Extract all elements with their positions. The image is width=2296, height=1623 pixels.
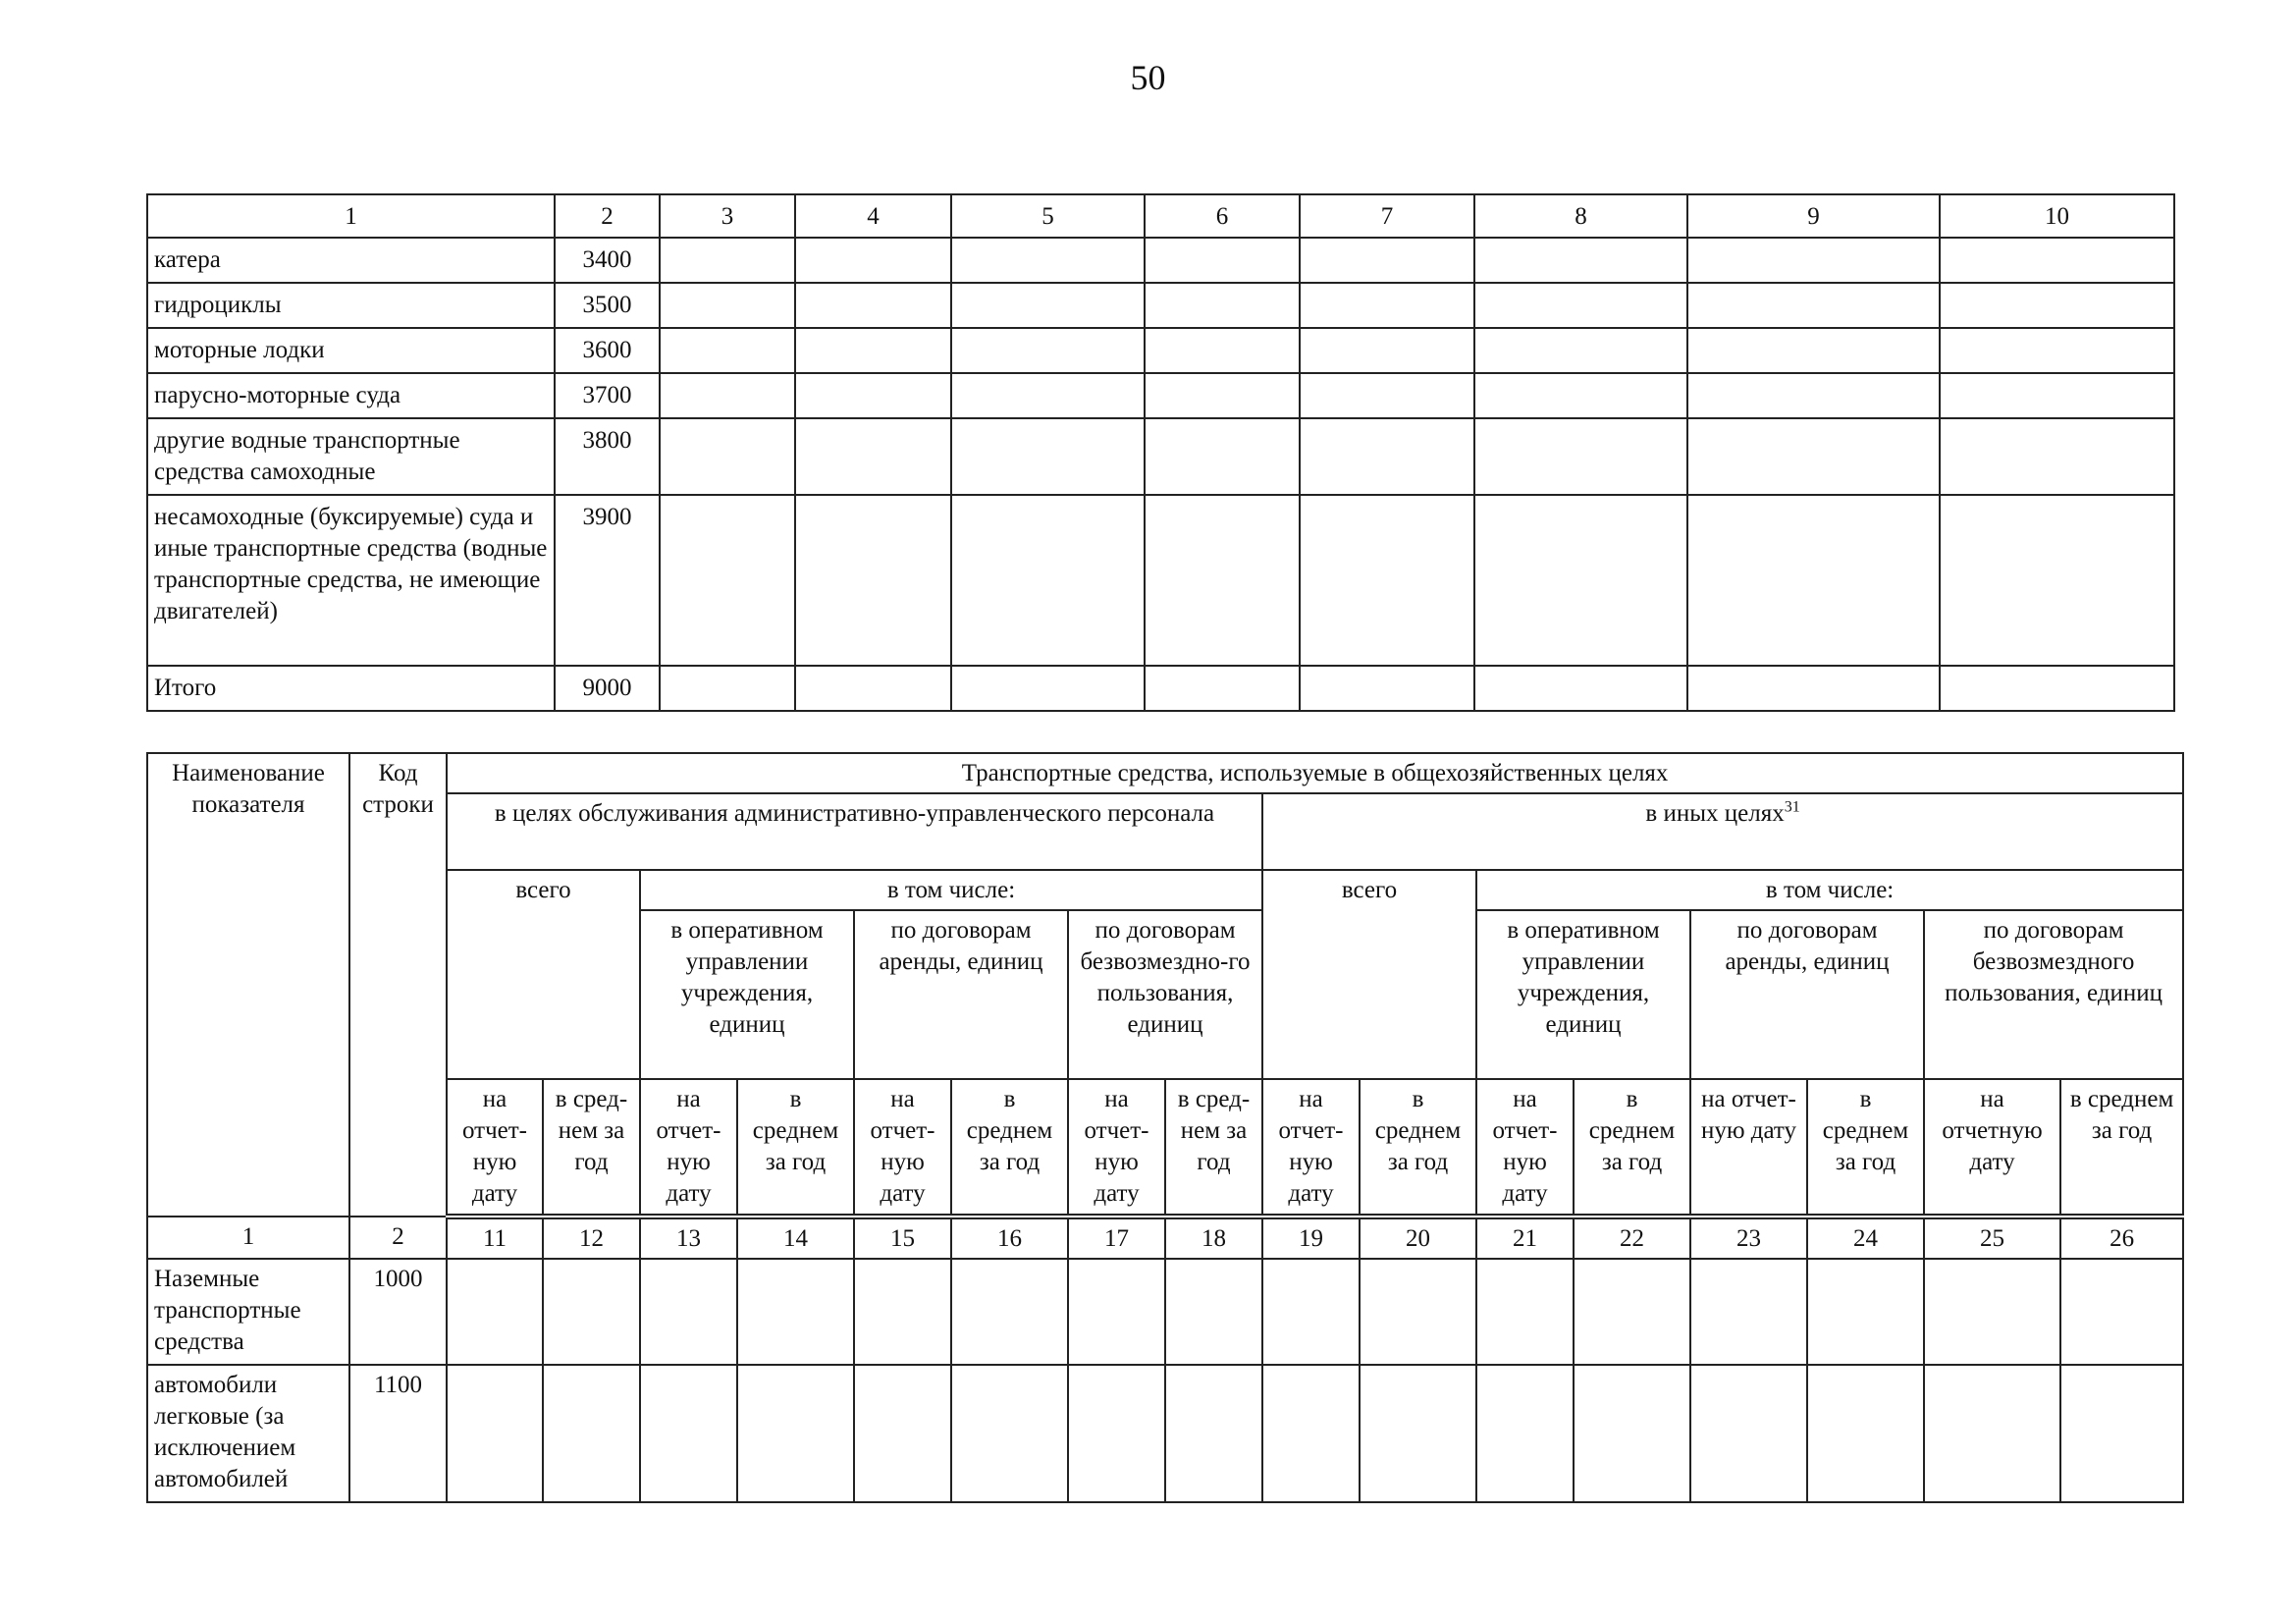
data-cell[interactable] <box>795 373 951 418</box>
data-cell[interactable] <box>1687 328 1940 373</box>
table-row <box>147 418 2174 495</box>
data-cell[interactable] <box>1940 328 2174 373</box>
subheader-year-average: в среднем за год <box>951 1079 1068 1217</box>
col-number: 15 <box>854 1217 951 1259</box>
data-cell[interactable] <box>1940 238 2174 283</box>
data-cell[interactable] <box>951 418 1145 495</box>
data-cell[interactable] <box>1360 1259 1476 1365</box>
data-cell[interactable] <box>1145 666 1300 711</box>
col-number: 24 <box>1807 1217 1924 1259</box>
data-cell[interactable] <box>1476 1259 1574 1365</box>
data-cell[interactable] <box>1360 1365 1476 1502</box>
subheader-year-average: в среднем за год <box>2060 1079 2183 1217</box>
subheader-report-date: на отчетную дату <box>1924 1079 2060 1217</box>
data-cell[interactable] <box>1940 283 2174 328</box>
col-number: 20 <box>1360 1217 1476 1259</box>
data-cell[interactable] <box>2060 1365 2183 1502</box>
col-number: 1 <box>147 1217 349 1259</box>
subheader-year-average: в среднем за год <box>1807 1079 1924 1217</box>
col-number: 2 <box>555 194 660 238</box>
data-cell[interactable] <box>795 283 951 328</box>
data-cell[interactable] <box>1690 1365 1807 1502</box>
col-number: 16 <box>951 1217 1068 1259</box>
data-cell[interactable] <box>1300 328 1474 373</box>
data-cell[interactable] <box>1476 1365 1574 1502</box>
header-row-1 <box>147 753 2183 793</box>
data-cell[interactable] <box>1687 283 1940 328</box>
header-admin-staff: в целях обслуживания административно-управленческого персонала <box>447 793 1262 870</box>
data-cell[interactable] <box>795 418 951 495</box>
data-cell[interactable] <box>1262 1365 1360 1502</box>
data-cell[interactable] <box>640 1365 737 1502</box>
data-cell[interactable] <box>1690 1259 1807 1365</box>
data-cell[interactable] <box>795 328 951 373</box>
col-number: 8 <box>1474 194 1687 238</box>
col-number: 9 <box>1687 194 1940 238</box>
data-cell[interactable] <box>1145 418 1300 495</box>
data-cell[interactable] <box>1924 1259 2060 1365</box>
col-number: 4 <box>795 194 951 238</box>
col-number: 21 <box>1476 1217 1574 1259</box>
col-number: 26 <box>2060 1217 2183 1259</box>
data-cell[interactable] <box>660 328 795 373</box>
data-cell[interactable] <box>951 373 1145 418</box>
data-cell[interactable] <box>1574 1365 1690 1502</box>
col-number: 17 <box>1068 1217 1165 1259</box>
row-name: парусно-моторные суда <box>147 373 555 418</box>
data-cell[interactable] <box>543 1365 640 1502</box>
header-operational-admin: в оперативном управлении учреждения, единиц <box>640 910 854 1079</box>
row-name: несамоходные (буксируемые) суда и иные транспортные средства (водные транспортные средства, не имеющие двигателей) <box>147 495 555 666</box>
col-number: 1 <box>147 194 555 238</box>
data-cell[interactable] <box>951 1365 1068 1502</box>
subheader-report-date: на отчет-ную дату <box>1068 1079 1165 1217</box>
data-cell[interactable] <box>795 495 951 666</box>
data-cell[interactable] <box>660 283 795 328</box>
data-cell[interactable] <box>1687 495 1940 666</box>
data-cell[interactable] <box>1300 283 1474 328</box>
column-number-row <box>147 194 2174 238</box>
table-row <box>147 1365 2183 1502</box>
data-cell[interactable] <box>951 1259 1068 1365</box>
data-cell[interactable] <box>1165 1365 1262 1502</box>
row-name: другие водные транспортные средства самоходные <box>147 418 555 495</box>
header-row-code: Код строки <box>349 753 447 1217</box>
data-cell[interactable] <box>1262 1259 1360 1365</box>
data-cell[interactable] <box>737 1259 854 1365</box>
col-number: 14 <box>737 1217 854 1259</box>
data-cell[interactable] <box>447 1365 543 1502</box>
table-row <box>147 283 2174 328</box>
data-cell[interactable] <box>1300 418 1474 495</box>
subheader-year-average: в среднем за год <box>1360 1079 1476 1217</box>
data-cell[interactable] <box>1474 373 1687 418</box>
data-cell[interactable] <box>951 283 1145 328</box>
footnote-ref: 31 <box>1784 798 1800 816</box>
data-cell[interactable] <box>640 1259 737 1365</box>
data-cell[interactable] <box>1940 495 2174 666</box>
row-name: Итого <box>147 666 555 711</box>
data-cell[interactable] <box>543 1259 640 1365</box>
data-cell[interactable] <box>660 418 795 495</box>
data-cell[interactable] <box>1300 495 1474 666</box>
data-cell[interactable] <box>1940 666 2174 711</box>
col-number: 6 <box>1145 194 1300 238</box>
data-cell[interactable] <box>795 666 951 711</box>
data-cell[interactable] <box>1940 418 2174 495</box>
header-row-2 <box>147 793 2183 870</box>
header-other-purposes <box>1262 793 2183 870</box>
data-cell[interactable] <box>951 328 1145 373</box>
data-cell[interactable] <box>737 1365 854 1502</box>
row-code: 3600 <box>555 328 660 373</box>
subheader-report-date: на отчет-ную дату <box>1476 1079 1574 1217</box>
row-code: 3400 <box>555 238 660 283</box>
data-cell[interactable] <box>1474 418 1687 495</box>
data-cell[interactable] <box>1300 373 1474 418</box>
data-cell[interactable] <box>795 238 951 283</box>
header-row-3 <box>147 870 2183 910</box>
header-row-5 <box>147 1079 2183 1217</box>
row-code: 3800 <box>555 418 660 495</box>
row-code: 9000 <box>555 666 660 711</box>
col-number: 19 <box>1262 1217 1360 1259</box>
header-rent-admin: по договорам аренды, единиц <box>854 910 1068 1079</box>
row-code: 1000 <box>349 1259 447 1365</box>
data-cell[interactable] <box>1687 666 1940 711</box>
row-code: 3700 <box>555 373 660 418</box>
table-row <box>147 1259 2183 1365</box>
header-other-label: в иных целях <box>1645 800 1785 827</box>
data-cell[interactable] <box>1474 238 1687 283</box>
data-cell[interactable] <box>1807 1365 1924 1502</box>
table-row <box>147 238 2174 283</box>
data-cell[interactable] <box>1474 495 1687 666</box>
col-number: 7 <box>1300 194 1474 238</box>
data-cell[interactable] <box>660 495 795 666</box>
col-number: 2 <box>349 1217 447 1259</box>
data-cell[interactable] <box>1807 1259 1924 1365</box>
col-number: 10 <box>1940 194 2174 238</box>
data-cell[interactable] <box>1940 373 2174 418</box>
data-cell[interactable] <box>1145 283 1300 328</box>
data-cell[interactable] <box>1145 495 1300 666</box>
subheader-year-average: в сред-нем за год <box>1165 1079 1262 1217</box>
subheader-report-date: на отчет-ную дату <box>1690 1079 1807 1217</box>
row-code: 1100 <box>349 1365 447 1502</box>
data-cell[interactable] <box>1300 238 1474 283</box>
subheader-report-date: на отчет-ную дату <box>854 1079 951 1217</box>
row-code: 3500 <box>555 283 660 328</box>
data-cell[interactable] <box>447 1259 543 1365</box>
header-including-admin: в том числе: <box>640 870 1262 910</box>
data-cell[interactable] <box>1687 373 1940 418</box>
data-cell[interactable] <box>1924 1365 2060 1502</box>
header-general-purpose-vehicles: Транспортные средства, используемые в общехозяйственных целях <box>447 753 2183 793</box>
data-cell[interactable] <box>660 373 795 418</box>
subheader-year-average: в среднем за год <box>737 1079 854 1217</box>
data-cell[interactable] <box>1687 238 1940 283</box>
header-total-other: всего <box>1262 870 1476 1079</box>
vehicles-table-part1 <box>146 193 2175 712</box>
data-cell[interactable] <box>951 495 1145 666</box>
subheader-year-average: в сред-нем за год <box>543 1079 640 1217</box>
data-cell[interactable] <box>1165 1259 1262 1365</box>
header-including-other: в том числе: <box>1476 870 2183 910</box>
header-operational-other: в оперативном управлении учреждения, единиц <box>1476 910 1690 1079</box>
header-rent-other: по договорам аренды, единиц <box>1690 910 1924 1079</box>
data-cell[interactable] <box>1474 328 1687 373</box>
col-number: 11 <box>447 1217 543 1259</box>
data-cell[interactable] <box>1574 1259 1690 1365</box>
col-number: 25 <box>1924 1217 2060 1259</box>
col-number: 23 <box>1690 1217 1807 1259</box>
table-row <box>147 328 2174 373</box>
col-number: 3 <box>660 194 795 238</box>
subheader-year-average: в среднем за год <box>1574 1079 1690 1217</box>
data-cell[interactable] <box>660 666 795 711</box>
data-cell[interactable] <box>854 1365 951 1502</box>
col-number: 13 <box>640 1217 737 1259</box>
table-row <box>147 666 2174 711</box>
column-number-row <box>147 1217 2183 1259</box>
data-cell[interactable] <box>1474 666 1687 711</box>
table-row <box>147 495 2174 666</box>
row-code: 3900 <box>555 495 660 666</box>
data-cell[interactable] <box>1687 418 1940 495</box>
header-total-admin: всего <box>447 870 640 1079</box>
header-indicator-name: Наименование показателя <box>147 753 349 1217</box>
subheader-report-date: на отчет-ную дату <box>1262 1079 1360 1217</box>
row-name: гидроциклы <box>147 283 555 328</box>
data-cell[interactable] <box>1474 283 1687 328</box>
col-number: 12 <box>543 1217 640 1259</box>
header-free-use-other: по договорам безвозмездного пользования, единиц <box>1924 910 2183 1079</box>
data-cell[interactable] <box>951 238 1145 283</box>
vehicles-table-part2 <box>146 752 2184 1503</box>
row-name: Наземные транспортные средства <box>147 1259 349 1365</box>
data-cell[interactable] <box>1300 666 1474 711</box>
col-number: 22 <box>1574 1217 1690 1259</box>
data-cell[interactable] <box>951 666 1145 711</box>
data-cell[interactable] <box>1068 1259 1165 1365</box>
row-name: катера <box>147 238 555 283</box>
data-cell[interactable] <box>1145 328 1300 373</box>
subheader-report-date: на отчет-ную дату <box>447 1079 543 1217</box>
col-number: 18 <box>1165 1217 1262 1259</box>
data-cell[interactable] <box>1068 1365 1165 1502</box>
subheader-report-date: на отчет-ную дату <box>640 1079 737 1217</box>
row-name: автомобили легковые (за исключением автомобилей <box>147 1365 349 1502</box>
data-cell[interactable] <box>1145 373 1300 418</box>
table-row <box>147 373 2174 418</box>
data-cell[interactable] <box>2060 1259 2183 1365</box>
col-number: 5 <box>951 194 1145 238</box>
page-number: 50 <box>1130 58 1166 97</box>
data-cell[interactable] <box>660 238 795 283</box>
data-cell[interactable] <box>854 1259 951 1365</box>
header-free-use-admin: по договорам безвозмездно-го пользования, единиц <box>1068 910 1262 1079</box>
data-cell[interactable] <box>1145 238 1300 283</box>
row-name: моторные лодки <box>147 328 555 373</box>
